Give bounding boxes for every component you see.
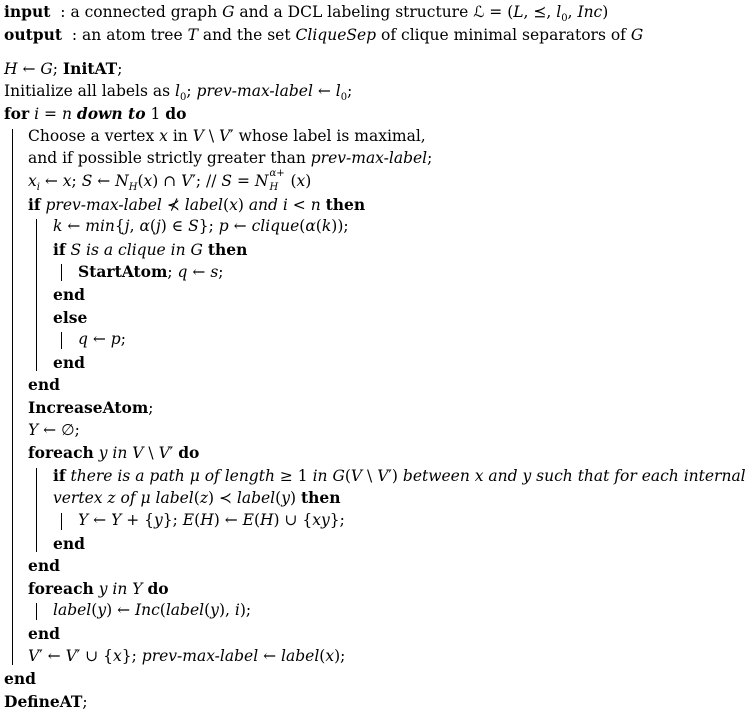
line-20: vertex z of μ label(z) ≺ label(y) then — [53, 488, 341, 508]
line-10: StartAtom; q ← s; — [78, 262, 224, 282]
line-27: V′ ← V′ ∪ {x}; prev-max-label ← label(x); — [28, 646, 346, 665]
scope-bar-if-outer — [36, 219, 37, 371]
scope-bar-if-path — [61, 513, 62, 530]
line-16: IncreaseAtom; — [28, 398, 154, 417]
line-28: end — [4, 669, 36, 689]
output-keyword: output — [4, 25, 63, 44]
line-21: Y ← Y + {y}; E(H) ← E(H) ∪ {xy}; — [78, 511, 345, 529]
line-11: end — [53, 285, 85, 304]
line-07: if prev-max-label ⊀ label(x) and i < n then — [28, 194, 366, 214]
line-29: DefineAT; — [4, 691, 88, 711]
line-05: and if possible strictly greater than prev-max-label; — [28, 149, 433, 168]
line-19: if there is a path μ of length ≥ 1 in G(V \ V′) between x and y such that for each internal — [53, 465, 746, 485]
line-15: end — [28, 375, 60, 395]
line-13: q ← p; — [78, 330, 126, 349]
output-line — [4, 23, 643, 47]
input-line — [4, 0, 608, 24]
line-01: H ← G; InitAT; — [4, 59, 123, 78]
scope-bar-foreach-vv — [36, 468, 37, 552]
scope-bar-if-clique — [61, 264, 62, 281]
line-26: end — [28, 624, 60, 643]
line-17: Y ← ∅; — [28, 420, 80, 439]
line-12: else — [53, 307, 88, 327]
scope-bar-else — [61, 332, 62, 349]
line-06: $x_i$ ← x; S ← $N_H(x)$ ∩ V′; // S = N α+ H (x) — [28, 168, 312, 194]
line-08: k ← min{j, α(j) ∈ S}; p ← clique(α(k)); — [53, 217, 349, 236]
line-14: end — [53, 352, 85, 372]
line-09: if S is a clique in G then — [53, 239, 248, 259]
scope-bar-for — [12, 129, 13, 665]
input-keyword: input — [4, 2, 51, 21]
line-25: label(y) ← Inc(label(y), i); — [53, 601, 252, 620]
line-23: end — [28, 556, 60, 576]
line-18: foreach y in V \ V′ do — [28, 443, 200, 463]
line-24: foreach y in Y do — [28, 578, 169, 598]
scope-bar-foreach-y — [36, 603, 37, 620]
line-03: for i = n down to 1 do — [4, 104, 187, 124]
input-text: : a connected graph G and a DCL labeling structure ℒ = (L, ⪯, $l_0$, Inc) — [55, 3, 609, 25]
line-04: Choose a vertex x in V \ V′ whose label is maximal, — [28, 126, 426, 145]
line-22: end — [53, 533, 85, 553]
output-text: : an atom tree T and the set CliqueSep of clique minimal separators of G — [66, 26, 644, 44]
line-02: Initialize all labels as $l_0$; prev-max-label ← $l_0$; — [4, 81, 353, 103]
